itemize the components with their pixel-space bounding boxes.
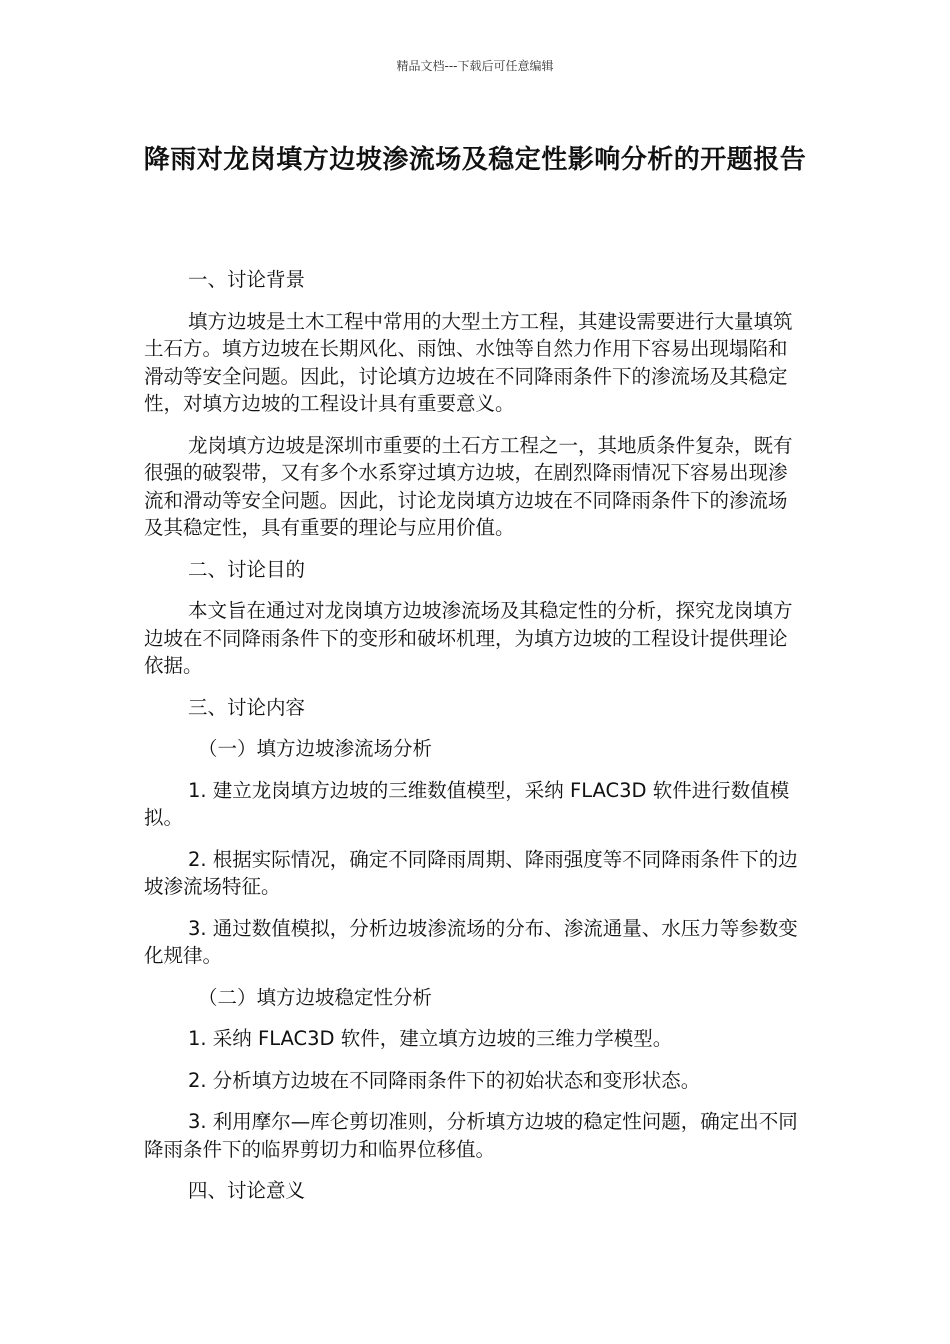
section-heading: 三、讨论内容 <box>188 695 306 719</box>
list-item: 2. 分析填方边坡在不同降雨条件下的初始状态和变形状态。 <box>188 1068 701 1092</box>
document-body <box>144 266 806 1219</box>
list-item: 2. 根据实际情况，确定不同降雨周期、降雨强度等不同降雨条件下的边坡渗流场特征。 <box>144 847 798 898</box>
section-heading: 四、讨论意义 <box>188 1179 306 1202</box>
paragraph: 填方边坡是土木工程中常用的大型土方工程，其建设需要进行大量填筑土石方。填方边坡在长期风化、雨蚀、水蚀等自然力作用下容易出现塌陷和滑动等安全问题。因此，讨论填方边坡在不同降雨条件下的渗流场及其稳定性，对填方边坡的工程设计具有重要意义。 <box>144 309 793 415</box>
section-heading: 二、讨论目的 <box>188 557 306 581</box>
list-item: 3. 利用摩尔—库仑剪切准则，分析填方边坡的稳定性问题，确定出不同降雨条件下的临界剪切力和临界位移值。 <box>144 1110 798 1161</box>
page-header: 精品文档---下载后可任意编辑 <box>396 59 554 73</box>
subsection-heading: （二）填方边坡稳定性分析 <box>198 985 433 1009</box>
section-heading: 一、讨论背景 <box>188 268 306 291</box>
paragraph: 本文旨在通过对龙岗填方边坡渗流场及其稳定性的分析，探究龙岗填方边坡在不同降雨条件下的变形和破坏机理，为填方边坡的工程设计提供理论依据。 <box>144 599 793 677</box>
list-item: 1. 建立龙岗填方边坡的三维数值模型，采纳 FLAC3D 软件进行数值模拟。 <box>144 778 790 829</box>
paragraph: 龙岗填方边坡是深圳市重要的土石方工程之一，其地质条件复杂，既有很强的破裂带，又有多个水系穿过填方边坡，在剧烈降雨情况下容易出现渗流和滑动等安全问题。因此，讨论龙岗填方边坡在不同降雨条件下的渗流场及其稳定性，具有重要的理论与应用价值。 <box>144 433 793 539</box>
list-item: 1. 采纳 FLAC3D 软件，建立填方边坡的三维力学模型。 <box>188 1027 673 1050</box>
subsection-heading: （一）填方边坡渗流场分析 <box>198 737 433 760</box>
document-title: 降雨对龙岗填方边坡渗流场及稳定性影响分析的开题报告 <box>143 145 807 175</box>
list-item: 3. 通过数值模拟，分析边坡渗流场的分布、渗流通量、水压力等参数变化规律。 <box>144 916 798 967</box>
